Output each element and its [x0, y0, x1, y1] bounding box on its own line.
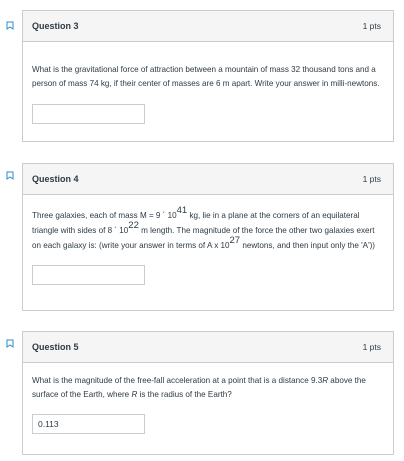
question-5	[22, 331, 394, 455]
question-4-header	[23, 164, 393, 195]
question-5-title: Question 5	[32, 342, 79, 352]
question-4-points: 1 pts	[362, 174, 381, 184]
question-4-answer-input[interactable]	[32, 265, 145, 285]
question-4	[22, 163, 394, 311]
question-5-points: 1 pts	[362, 342, 381, 352]
exponent: 41	[176, 205, 188, 216]
question-5-text: What is the magnitude of the free-fall acceleration at a point that is a distance 9.3R above the surface of the Earth, where R is the radius of the Earth?	[32, 376, 366, 399]
flag-question-4-icon[interactable]	[6, 171, 14, 180]
question-5-answer-input[interactable]	[32, 414, 145, 434]
question-4-text: Three galaxies, each of mass M = 9 ´ $10^{41}$ kg, lie in a plane at the corners of an equilateral triangle with sides of 8 ´ $10^{22}$ m length. The magnitude of the force the other two galaxies exert on each galaxy is: (write your answer in terms of A x $10^{27}$ newtons, and then input only the 'A'))	[32, 205, 376, 250]
flag-question-5-icon[interactable]	[6, 339, 14, 348]
question-5-header	[23, 332, 393, 363]
flag-question-3-icon[interactable]	[6, 21, 14, 30]
question-3-header	[23, 11, 393, 42]
exponent: 27	[229, 235, 241, 246]
exponent: 22	[128, 220, 139, 231]
question-3	[22, 10, 394, 142]
question-3-points: 1 pts	[362, 21, 381, 31]
question-3-answer-input[interactable]	[32, 104, 145, 124]
question-3-text: What is the gravitational force of attraction between a mountain of mass 32 thousand tons and a person of mass 74 kg, if their center of masses are 6 m apart. Write your answer in milli-newtons.	[32, 65, 380, 88]
question-3-title: Question 3	[32, 21, 79, 31]
question-4-title: Question 4	[32, 174, 79, 184]
